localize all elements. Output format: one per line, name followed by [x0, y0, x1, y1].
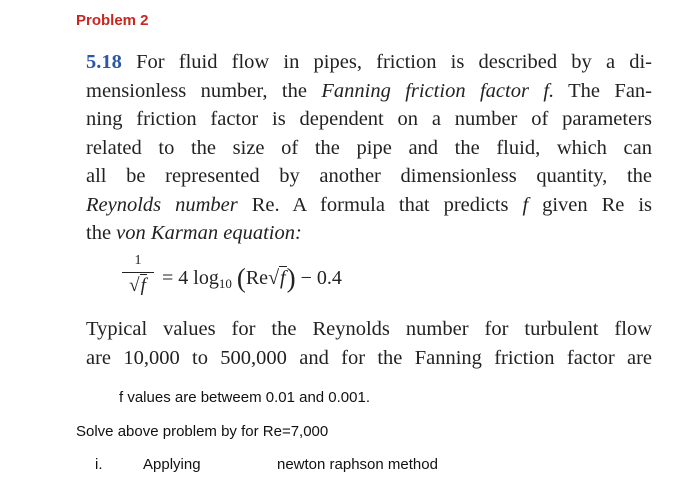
equation-fraction [118, 251, 158, 297]
text-segment: ning friction factor is dependent on a number of parameters [86, 108, 652, 130]
problem-number: 5.18 [86, 51, 122, 73]
text-segment: For fluid flow in pipes, friction is described by a di- [136, 51, 653, 73]
equation-log-base: 10 [218, 276, 232, 291]
equation-re: Re [245, 267, 269, 289]
text-segment: Fanning friction factor f. [321, 79, 555, 102]
sqrt-symbol: √ [129, 275, 140, 297]
text-segment: are 10,000 to 500,000 and for the Fanning friction factor are [86, 346, 652, 369]
sqrt-symbol-2: √ [268, 267, 280, 289]
text-segment: Re. A formula that predicts [237, 193, 523, 216]
text-segment: mensionless number, the [86, 79, 322, 102]
von-karman-equation [118, 251, 438, 309]
text-segment: The Fan- [554, 79, 652, 102]
open-paren: ( [236, 263, 246, 293]
text-segment: Typical values for the Reynolds number for turbulent flow [86, 318, 652, 340]
text-segment: all be represented by another dimensionless quantity, the [86, 165, 652, 187]
text-line [86, 315, 652, 344]
equation-tail: − 0.4 [300, 267, 342, 289]
text-line [86, 344, 652, 373]
text-line [86, 162, 652, 191]
sqrt-radicand: f [140, 275, 146, 297]
text-segment: related to the size of the pipe and the fluid, which can [86, 136, 652, 159]
equation-rhs [162, 263, 342, 294]
item-number: i. [95, 456, 103, 473]
text-segment: the [86, 222, 117, 244]
item-method: newton raphson method [277, 456, 438, 473]
text-line [86, 219, 652, 248]
problem-text-continued [86, 315, 652, 372]
text-line [86, 134, 652, 163]
text-line [86, 77, 652, 106]
task-note: Solve above problem by for Re=7,000 [76, 423, 329, 440]
sqrt-radicand-2: f [280, 267, 286, 289]
item-label: Applying [143, 456, 201, 473]
text-segment: von Karman equation: [116, 222, 302, 244]
equation-log: = 4 log [162, 267, 219, 289]
equation-denominator [118, 275, 158, 297]
text-segment: Reynolds number [86, 193, 238, 216]
text-segment: given Re is [528, 193, 652, 216]
fraction-bar [122, 272, 154, 273]
text-line [86, 105, 652, 134]
problem-text [86, 48, 652, 248]
text-segment: f [522, 193, 529, 216]
text-line [86, 48, 652, 77]
close-paren: ) [286, 263, 296, 293]
problem-heading: Problem 2 [76, 12, 149, 29]
text-line [86, 191, 652, 220]
equation-numerator: 1 [134, 253, 142, 268]
range-note: f values are betweem 0.01 and 0.001. [119, 389, 371, 406]
